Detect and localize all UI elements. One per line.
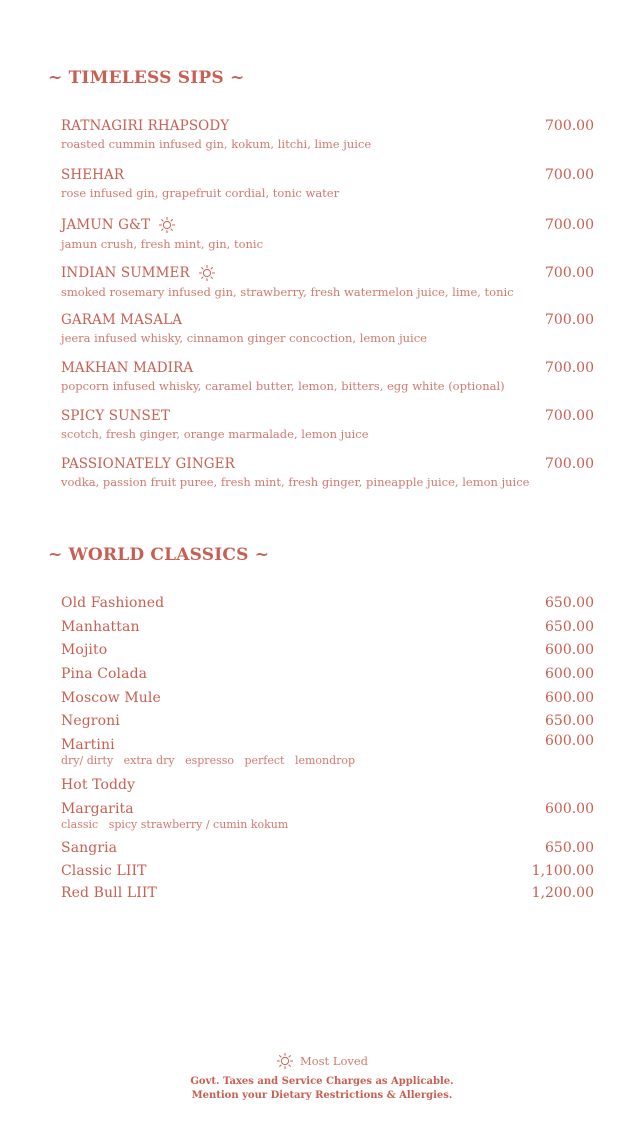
item-price: 700.00 — [545, 217, 594, 233]
item-name: Negroni — [61, 713, 120, 729]
timeless-item — [61, 167, 594, 200]
item-price: 650.00 — [545, 713, 594, 729]
most-loved-label: Most Loved — [299, 1054, 369, 1068]
item-price: 600.00 — [545, 690, 594, 706]
timeless-item — [61, 408, 594, 441]
section-title-world-classics: ~ WORLD CLASSICS ~ — [48, 545, 270, 565]
item-price: 600.00 — [545, 801, 594, 817]
item-name: Moscow Mule — [61, 690, 161, 706]
sun-icon — [276, 1052, 294, 1070]
timeless-item — [61, 456, 594, 489]
world-classic-item — [61, 642, 594, 658]
item-price: 700.00 — [545, 456, 594, 472]
item-name: MAKHAN MADIRA — [61, 360, 194, 376]
dietary-note: Mention your Dietary Restrictions & Allergies. — [191, 1090, 453, 1101]
item-price: 1,200.00 — [531, 885, 594, 901]
section-title-timeless-sips: ~ TIMELESS SIPS ~ — [48, 68, 245, 88]
item-name: Classic LIIT — [61, 863, 147, 879]
item-name: SPICY SUNSET — [61, 408, 170, 424]
item-price: 700.00 — [545, 360, 594, 376]
world-classic-item — [61, 595, 594, 611]
world-classic-item — [61, 666, 594, 682]
item-name: Manhattan — [61, 619, 140, 635]
item-price: 600.00 — [545, 666, 594, 682]
item-name: INDIAN SUMMER — [61, 264, 216, 282]
timeless-item — [61, 312, 594, 345]
item-price: 700.00 — [545, 167, 594, 183]
item-description: scotch, fresh ginger, orange marmalade, lemon juice — [61, 427, 369, 441]
world-classic-item — [61, 733, 594, 767]
item-price: 650.00 — [545, 619, 594, 635]
item-description: rose infused gin, grapefruit cordial, tonic water — [61, 186, 340, 200]
item-options: dry/ dirty extra dry espresso perfect lemondrop — [61, 754, 356, 767]
timeless-item — [61, 118, 594, 151]
item-description: roasted cummin infused gin, kokum, litchi, lime juice — [61, 137, 372, 151]
sun-icon — [158, 216, 176, 234]
item-price: 600.00 — [545, 733, 594, 749]
item-description: jeera infused whisky, cinnamon ginger concoction, lemon juice — [61, 331, 427, 345]
timeless-item — [61, 264, 594, 299]
item-description: smoked rosemary infused gin, strawberry, fresh watermelon juice, lime, tonic — [61, 285, 514, 299]
timeless-item — [61, 216, 594, 251]
item-name: PASSIONATELY GINGER — [61, 456, 235, 472]
world-classic-item — [61, 801, 594, 831]
timeless-item — [61, 360, 594, 393]
taxes-note: Govt. Taxes and Service Charges as Applicable. — [190, 1076, 454, 1087]
world-classic-item — [61, 840, 594, 856]
most-loved-legend — [0, 1052, 644, 1070]
world-classic-item — [61, 690, 594, 706]
item-name: Pina Colada — [61, 666, 148, 682]
item-name: GARAM MASALA — [61, 312, 183, 328]
item-price: 1,100.00 — [531, 863, 594, 879]
world-classic-item — [61, 777, 594, 793]
item-options: classic spicy strawberry / cumin kokum — [61, 818, 289, 831]
item-description: vodka, passion fruit puree, fresh mint, fresh ginger, pineapple juice, lemon juice — [61, 475, 530, 489]
world-classic-item — [61, 619, 594, 635]
item-name: Martini — [61, 737, 115, 753]
item-price: 700.00 — [545, 312, 594, 328]
item-name: Sangria — [61, 840, 118, 856]
item-name: Red Bull LIIT — [61, 885, 157, 901]
sun-icon — [198, 264, 216, 282]
item-description: popcorn infused whisky, caramel butter, lemon, bitters, egg white (optional) — [61, 379, 505, 393]
item-name: Old Fashioned — [61, 595, 165, 611]
item-description: jamun crush, fresh mint, gin, tonic — [61, 237, 264, 251]
world-classic-item — [61, 863, 594, 879]
world-classic-item — [61, 713, 594, 729]
item-name: RATNAGIRI RHAPSODY — [61, 118, 230, 134]
item-price: 700.00 — [545, 408, 594, 424]
item-price: 650.00 — [545, 840, 594, 856]
item-price: 650.00 — [545, 595, 594, 611]
item-name: Margarita — [61, 801, 134, 817]
item-name: SHEHAR — [61, 167, 125, 183]
world-classic-item — [61, 885, 594, 901]
item-price: 700.00 — [545, 265, 594, 281]
item-name: Hot Toddy — [61, 777, 136, 793]
item-price: 700.00 — [545, 118, 594, 134]
item-price: 600.00 — [545, 642, 594, 658]
item-name: Mojito — [61, 642, 108, 658]
item-name: JAMUN G&T — [61, 216, 176, 234]
